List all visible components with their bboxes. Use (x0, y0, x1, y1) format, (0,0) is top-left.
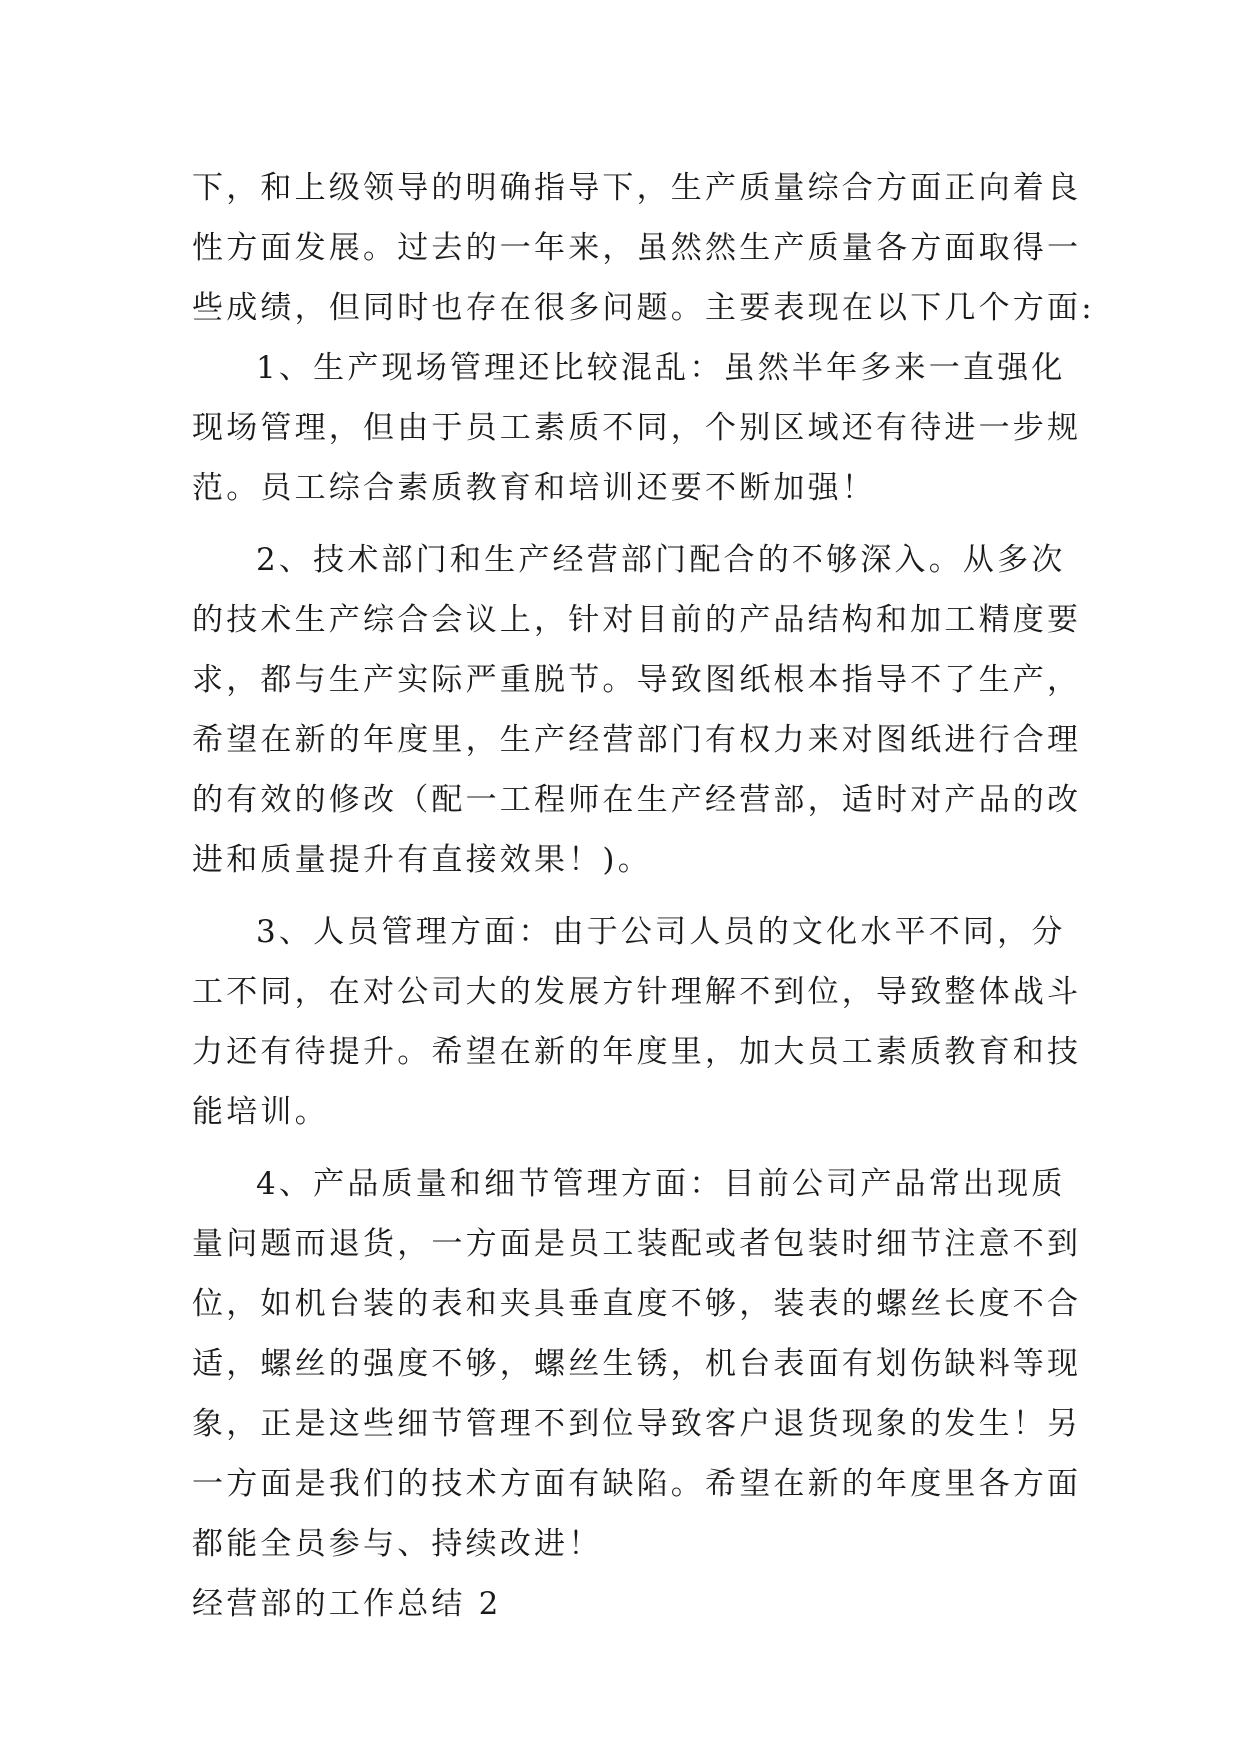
paragraph-gap (192, 518, 1062, 530)
paragraph-line: 一方面是我们的技术方面有缺陷。希望在新的年度里各方面 (192, 1466, 1082, 1502)
paragraph-line: 现场管理，但由于员工素质不同，个别区域还有待进一步规 (192, 410, 1082, 446)
item-2-paragraph (192, 530, 1082, 890)
document-body (192, 158, 1095, 1634)
item-1-paragraph (192, 338, 1082, 518)
paragraph-line: 适，螺丝的强度不够，螺丝生锈，机台表面有划伤缺料等现 (192, 1346, 1082, 1382)
item-3-paragraph (192, 902, 1082, 1142)
paragraph-line: 位，如机台装的表和夹具垂直度不够，装表的螺丝长度不合 (192, 1286, 1082, 1322)
item-4-paragraph (192, 1154, 1082, 1574)
paragraph-line: 象，正是这些细节管理不到位导致客户退货现象的发生！另 (192, 1406, 1082, 1442)
paragraph-line: 量问题而退货，一方面是员工装配或者包装时细节注意不到 (192, 1226, 1082, 1262)
paragraph-gap (192, 1142, 1062, 1154)
paragraph-line: 的有效的修改（配一工程师在生产经营部，适时对产品的改 (192, 782, 1082, 818)
paragraph-line: 希望在新的年度里，生产经营部门有权力来对图纸进行合理 (192, 722, 1082, 758)
paragraph-line: 力还有待提升。希望在新的年度里，加大员工素质教育和技 (192, 1034, 1082, 1070)
section-heading: 经营部的工作总结 2 (192, 1586, 502, 1622)
paragraph-line: 3、人员管理方面：由于公司人员的文化水平不同，分 (256, 914, 1066, 950)
paragraph-line: 2、技术部门和生产经营部门配合的不够深入。从多次 (256, 542, 1066, 578)
paragraph-line: 的技术生产综合会议上，针对目前的产品结构和加工精度要 (192, 602, 1082, 638)
paragraph-line: 求，都与生产实际严重脱节。导致图纸根本指导不了生产， (192, 662, 1082, 698)
paragraph-line: 都能全员参与、持续改进！ (192, 1526, 603, 1562)
paragraph-gap (192, 890, 1062, 902)
paragraph-line: 1、生产现场管理还比较混乱：虽然半年多来一直强化 (256, 350, 1066, 386)
paragraph-line: 能培训。 (192, 1094, 329, 1130)
paragraph-line: 范。员工综合素质教育和培训还要不断加强！ (192, 470, 876, 506)
paragraph-line: 4、产品质量和细节管理方面：目前公司产品常出现质 (256, 1166, 1066, 1202)
paragraph-line: 些成绩，但同时也存在很多问题。主要表现在以下几个方面: (192, 290, 1095, 326)
paragraph-line: 下，和上级领导的明确指导下，生产质量综合方面正向着良 (192, 170, 1082, 206)
paragraph-line: 工不同，在对公司大的发展方针理解不到位，导致整体战斗 (192, 974, 1082, 1010)
paragraph-line: 性方面发展。过去的一年来，虽然然生产质量各方面取得一 (192, 230, 1082, 266)
paragraph-line: 进和质量提升有直接效果！)。 (192, 842, 652, 878)
intro-paragraph (192, 158, 1095, 338)
